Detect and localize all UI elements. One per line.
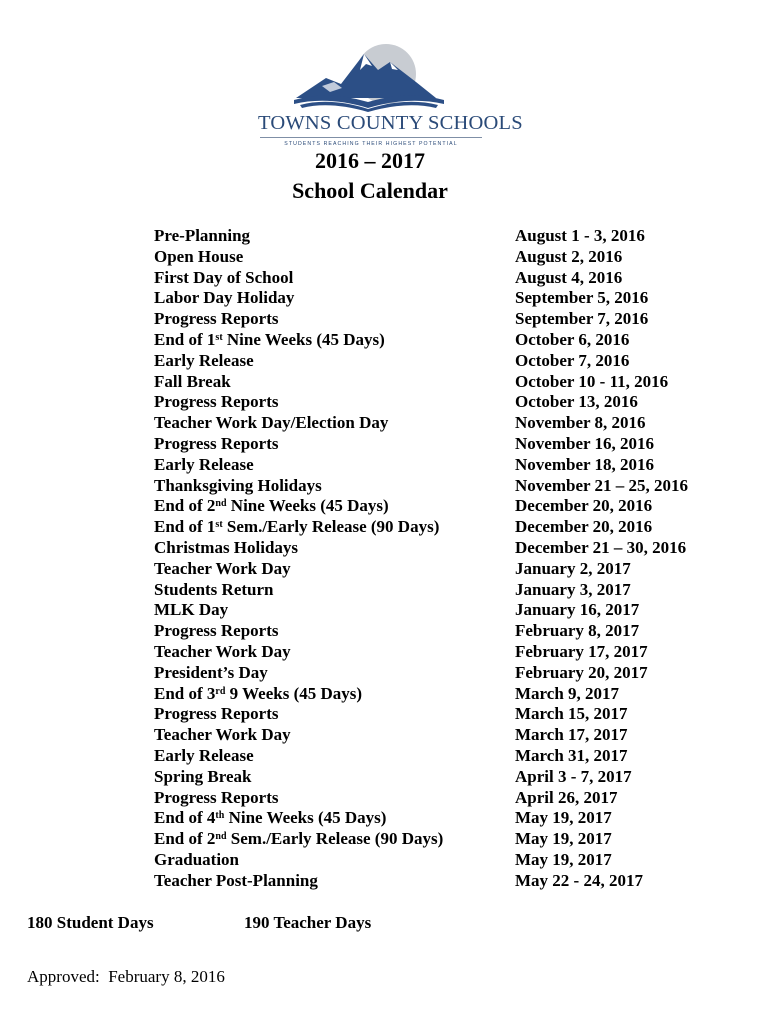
- event-row: [0, 330, 768, 351]
- event-name: [154, 829, 443, 850]
- event-date: May 19, 2017: [515, 808, 612, 828]
- event-date: March 17, 2017: [515, 725, 628, 745]
- event-date: October 13, 2016: [515, 392, 638, 412]
- event-row: [0, 434, 768, 455]
- event-row: [0, 767, 768, 788]
- event-row: [0, 704, 768, 725]
- event-name: Labor Day Holiday: [154, 288, 295, 308]
- event-date: February 20, 2017: [515, 662, 648, 682]
- event-row: [0, 829, 768, 850]
- page-title: School Calendar: [292, 178, 448, 203]
- event-name: Progress Reports: [154, 309, 279, 329]
- event-row: [0, 372, 768, 393]
- event-name: Progress Reports: [154, 621, 279, 641]
- student-days-total: 180 Student Days: [27, 913, 154, 932]
- event-name: Students Return: [154, 579, 274, 599]
- event-row: [0, 580, 768, 601]
- event-row: [0, 684, 768, 705]
- ordinal-suffix: nd: [215, 498, 227, 510]
- event-name: First Day of School: [154, 267, 294, 287]
- event-row: [0, 788, 768, 809]
- event-row: [0, 850, 768, 871]
- event-row: [0, 413, 768, 434]
- event-row: [0, 268, 768, 289]
- event-row: [0, 642, 768, 663]
- event-date: April 3 - 7, 2017: [515, 766, 632, 786]
- event-name-part: Sem./Early Release (90 Days): [226, 829, 444, 849]
- event-name: Christmas Holidays: [154, 537, 299, 557]
- event-name: MLK Day: [154, 600, 229, 620]
- event-date: August 4, 2016: [515, 267, 623, 287]
- event-date: September 5, 2016: [515, 288, 649, 308]
- event-row: [0, 351, 768, 372]
- event-date: October 6, 2016: [515, 329, 630, 349]
- event-name: Pre-Planning: [154, 226, 251, 245]
- event-date: May 19, 2017: [515, 849, 612, 869]
- event-date: April 26, 2017: [515, 787, 618, 807]
- event-date: January 16, 2017: [515, 600, 640, 620]
- ordinal-suffix: nd: [215, 831, 227, 843]
- event-row: [0, 600, 768, 621]
- approval-date: Approved: February 8, 2016: [27, 967, 225, 986]
- event-date: December 20, 2016: [515, 517, 653, 537]
- event-row: [0, 538, 768, 559]
- day-totals: [0, 913, 768, 935]
- teacher-days-total: 190 Teacher Days: [244, 913, 372, 932]
- event-row: [0, 746, 768, 767]
- event-name: Progress Reports: [154, 392, 279, 412]
- event-row: [0, 288, 768, 309]
- event-row: [0, 455, 768, 476]
- event-name: [154, 330, 385, 351]
- event-date: January 2, 2017: [515, 558, 631, 578]
- event-name: [154, 496, 389, 517]
- event-row: [0, 309, 768, 330]
- event-row: [0, 559, 768, 580]
- ordinal-suffix: st: [215, 519, 223, 531]
- event-date: March 9, 2017: [515, 683, 620, 703]
- event-date: May 22 - 24, 2017: [515, 870, 643, 890]
- event-row: [0, 226, 768, 247]
- event-row: [0, 392, 768, 413]
- ordinal-suffix: st: [215, 331, 223, 343]
- event-name-part: 9 Weeks (45 Days): [225, 683, 363, 703]
- event-name: Teacher Work Day/Election Day: [154, 413, 389, 433]
- event-name: Early Release: [154, 350, 254, 370]
- event-date: November 16, 2016: [515, 433, 654, 453]
- logo-tagline: STUDENTS REACHING THEIR HIGHEST POTENTIAL: [284, 141, 458, 147]
- logo-divider: [260, 137, 482, 138]
- event-date: November 21 – 25, 2016: [515, 475, 688, 495]
- event-name: Fall Break: [154, 371, 231, 391]
- event-name: [154, 808, 386, 829]
- event-name: Teacher Work Day: [154, 725, 291, 745]
- event-date: December 21 – 30, 2016: [515, 537, 687, 557]
- event-date: August 2, 2016: [515, 246, 623, 266]
- school-logo: [258, 42, 523, 152]
- event-date: November 8, 2016: [515, 413, 646, 433]
- event-name-part: End of 4: [154, 808, 216, 828]
- event-name-part: End of 3: [154, 683, 216, 703]
- event-name-part: Nine Weeks (45 Days): [226, 496, 389, 516]
- event-name-part: Nine Weeks (45 Days): [222, 329, 385, 349]
- event-name: Teacher Work Day: [154, 558, 291, 578]
- event-name: Early Release: [154, 745, 254, 765]
- calendar-years: 2016 – 2017: [315, 148, 425, 173]
- event-date: May 19, 2017: [515, 829, 612, 849]
- event-row: [0, 663, 768, 684]
- event-date: October 10 - 11, 2016: [515, 371, 669, 391]
- event-date: December 20, 2016: [515, 496, 653, 516]
- event-name-part: End of 2: [154, 829, 216, 849]
- event-name-part: Nine Weeks (45 Days): [224, 808, 387, 828]
- event-name: Graduation: [154, 849, 240, 869]
- event-name: Thanksgiving Holidays: [154, 475, 322, 495]
- event-date: February 17, 2017: [515, 641, 648, 661]
- event-name: Teacher Post-Planning: [154, 870, 318, 890]
- event-date: October 7, 2016: [515, 350, 630, 370]
- event-row: [0, 517, 768, 538]
- event-name: Progress Reports: [154, 704, 279, 724]
- ordinal-suffix: th: [215, 810, 225, 822]
- event-name: Early Release: [154, 454, 254, 474]
- event-date: February 8, 2017: [515, 621, 640, 641]
- event-date: March 15, 2017: [515, 704, 628, 724]
- event-name-part: End of 1: [154, 329, 216, 349]
- event-row: [0, 496, 768, 517]
- logo-name: TOWNS COUNTY SCHOOLS: [258, 112, 523, 134]
- event-date: November 18, 2016: [515, 454, 654, 474]
- event-row: [0, 808, 768, 829]
- event-date: January 3, 2017: [515, 579, 631, 599]
- event-row: [0, 247, 768, 268]
- mountain-book-icon: [286, 42, 456, 112]
- event-row: [0, 871, 768, 892]
- event-row: [0, 476, 768, 497]
- event-name: Progress Reports: [154, 433, 279, 453]
- events-list: [0, 226, 768, 892]
- event-name: Teacher Work Day: [154, 641, 291, 661]
- event-name: President’s Day: [154, 662, 268, 682]
- event-name: Open House: [154, 246, 244, 266]
- ordinal-suffix: rd: [215, 685, 226, 697]
- event-date: September 7, 2016: [515, 309, 649, 329]
- event-row: [0, 725, 768, 746]
- event-name: Progress Reports: [154, 787, 279, 807]
- event-row: [0, 621, 768, 642]
- event-name-part: End of 2: [154, 496, 216, 516]
- event-name-part: End of 1: [154, 517, 216, 537]
- event-name: Spring Break: [154, 766, 252, 786]
- event-date: March 31, 2017: [515, 745, 628, 765]
- event-date: August 1 - 3, 2016: [515, 226, 645, 245]
- event-name: [154, 517, 439, 538]
- event-name: [154, 684, 362, 705]
- event-name-part: Sem./Early Release (90 Days): [222, 517, 440, 537]
